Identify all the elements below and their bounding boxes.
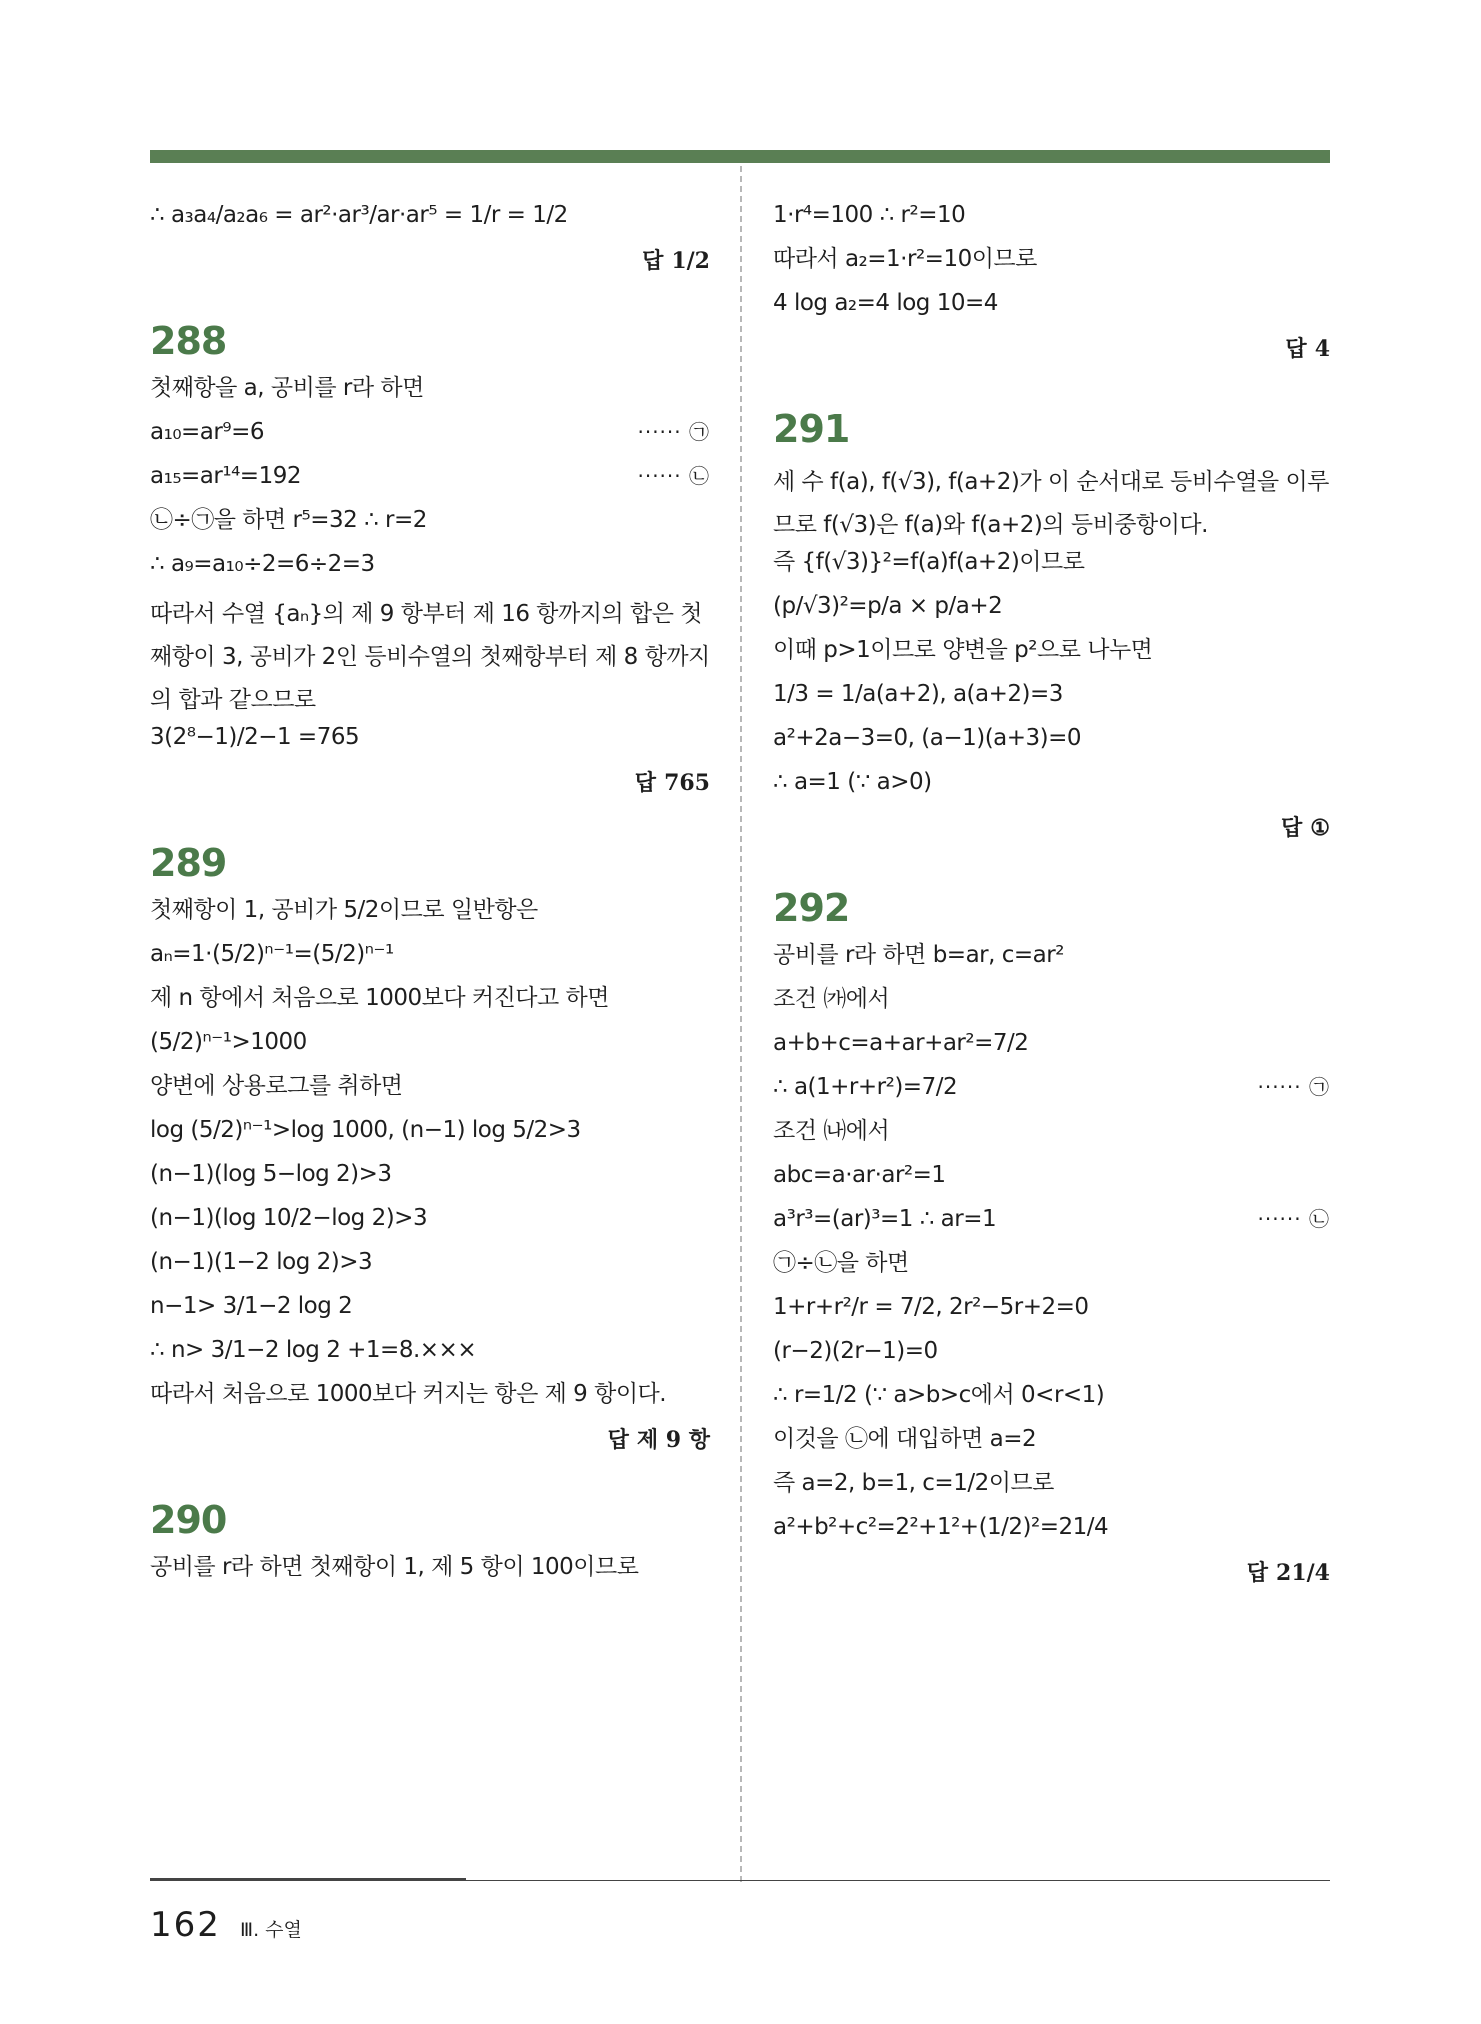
problem-number: 288: [150, 319, 227, 363]
text-line: 3(2⁸−1)/2−1 =765: [150, 724, 360, 750]
answer-line: [150, 244, 710, 275]
equation-tag: ······ ㉠: [637, 420, 710, 444]
text-line: a²+2a−3=0, (a−1)(a+3)=0: [773, 725, 1082, 751]
equation-line: [773, 1072, 1330, 1102]
text-line: 이때 p>1이므로 양변을 p²으로 나누면: [773, 637, 1153, 663]
text-line: ∴ a₉=a₁₀÷2=6÷2=3: [150, 551, 375, 577]
answer-label: 답: [607, 1428, 629, 1453]
text-line: (p/√3)²=p/a × p/a+2: [773, 593, 1003, 619]
answer-line: [773, 1556, 1330, 1587]
page-number: 162: [150, 1905, 221, 1945]
text-line: 이것을 ㉡에 대입하면 a=2: [773, 1426, 1037, 1452]
answer-line: [150, 766, 710, 797]
chapter-label: Ⅲ. 수열: [240, 1919, 302, 1941]
text-line: 즉 a=2, b=1, c=1/2이므로: [773, 1470, 1054, 1496]
right-column: [773, 200, 1330, 1595]
equation-tag: ······ ㉡: [1257, 1207, 1330, 1231]
text-line: aₙ=1·(5/2)ⁿ⁻¹=(5/2)ⁿ⁻¹: [150, 941, 394, 967]
text-line: ∴ r=1/2 (∵ a>b>c에서 0<r<1): [773, 1382, 1105, 1408]
text-line: 즉 {f(√3)}²=f(a)f(a+2)이므로: [773, 549, 1085, 575]
equation-line: [150, 417, 710, 447]
equation-line: [773, 1204, 1330, 1234]
left-column: [150, 200, 710, 1596]
equation-text: ∴ a(1+r+r²)=7/2: [773, 1074, 958, 1100]
text-line: abc=a·ar·ar²=1: [773, 1162, 946, 1188]
answer-label: 답: [634, 771, 657, 796]
header-bar: [150, 150, 1330, 163]
equation-text: a³r³=(ar)³=1 ∴ ar=1: [773, 1206, 997, 1232]
footer-rule-accent: [150, 1878, 466, 1881]
text-line: ㉡÷㉠을 하면 r⁵=32 ∴ r=2: [150, 507, 427, 533]
paragraph: 세 수 f(a), f(√3), f(a+2)가 이 순서대로 등비수열을 이루므로 f(√3)은 f(a)와 f(a+2)의 등비중항이다.: [773, 469, 1329, 538]
answer-line: [773, 332, 1330, 363]
text-line: 제 n 항에서 처음으로 1000보다 커진다고 하면: [150, 985, 609, 1011]
text-line: ∴ a₃a₄/a₂a₆ = ar²·ar³/ar·ar⁵ = 1/r = 1/2: [150, 202, 568, 228]
answer-label: 답: [1285, 337, 1307, 362]
text-line: 4 log a₂=4 log 10=4: [773, 290, 998, 316]
text-line: ㉠÷㉡을 하면: [773, 1250, 909, 1276]
text-line: ∴ a=1 (∵ a>0): [773, 769, 932, 795]
text-line: log (5/2)ⁿ⁻¹>log 1000, (n−1) log 5/2>3: [150, 1117, 581, 1143]
answer-value: 765: [664, 770, 710, 796]
equation-tag: ······ ㉡: [637, 464, 710, 488]
text-line: 공비를 r라 하면 b=ar, c=ar²: [773, 942, 1064, 968]
text-line: (n−1)(log 10/2−log 2)>3: [150, 1205, 428, 1231]
answer-label: 답: [642, 249, 664, 274]
text-line: 첫째항을 a, 공비를 r라 하면: [150, 375, 424, 401]
answer-line: [773, 811, 1330, 842]
column-divider: [740, 166, 742, 1882]
answer-value: 21/4: [1276, 1560, 1330, 1586]
text-line: 1·r⁴=100 ∴ r²=10: [773, 202, 966, 228]
answer-line: [150, 1423, 710, 1454]
text-line: 따라서 처음으로 1000보다 커지는 항은 제 9 항이다.: [150, 1381, 667, 1407]
text-line: 조건 ㈏에서: [773, 1118, 890, 1144]
answer-value: 1/2: [671, 248, 710, 274]
equation-tag: ······ ㉠: [1257, 1075, 1330, 1099]
text-line: (r−2)(2r−1)=0: [773, 1338, 938, 1364]
text-line: 조건 ㈎에서: [773, 986, 890, 1012]
equation-text: a₁₀=ar⁹=6: [150, 419, 264, 445]
problem-number: 289: [150, 841, 227, 885]
equation-line: [150, 461, 710, 491]
text-line: n−1> 3/1−2 log 2: [150, 1293, 353, 1319]
paragraph: 따라서 수열 {aₙ}의 제 9 항부터 제 16 항까지의 합은 첫째항이 3, 공비가 2인 등비수열의 첫째항부터 제 8 항까지의 합과 같으므로: [150, 601, 710, 713]
text-line: 1/3 = 1/a(a+2), a(a+2)=3: [773, 681, 1063, 707]
text-line: 따라서 a₂=1·r²=10이므로: [773, 246, 1037, 272]
text-line: a+b+c=a+ar+ar²=7/2: [773, 1030, 1029, 1056]
problem-number: 290: [150, 1498, 227, 1542]
answer-value: ①: [1310, 815, 1330, 841]
answer-label: 답: [1246, 1561, 1269, 1586]
equation-text: a₁₅=ar¹⁴=192: [150, 463, 301, 489]
answer-label: 답: [1281, 816, 1303, 841]
text-line: a²+b²+c²=2²+1²+(1/2)²=21/4: [773, 1514, 1109, 1540]
text-line: 1+r+r²/r = 7/2, 2r²−5r+2=0: [773, 1294, 1089, 1320]
text-line: ∴ n> 3/1−2 log 2 +1=8.×××: [150, 1337, 477, 1363]
text-line: (n−1)(log 5−log 2)>3: [150, 1161, 392, 1187]
text-line: 공비를 r라 하면 첫째항이 1, 제 5 항이 100이므로: [150, 1554, 639, 1580]
text-line: (5/2)ⁿ⁻¹>1000: [150, 1029, 307, 1055]
problem-number: 292: [773, 886, 850, 930]
text-line: 양변에 상용로그를 취하면: [150, 1073, 403, 1099]
answer-value: 제 9 항: [636, 1427, 710, 1453]
problem-number: 291: [773, 407, 850, 451]
text-line: (n−1)(1−2 log 2)>3: [150, 1249, 373, 1275]
text-line: 첫째항이 1, 공비가 5/2이므로 일반항은: [150, 897, 538, 923]
answer-value: 4: [1314, 336, 1330, 362]
